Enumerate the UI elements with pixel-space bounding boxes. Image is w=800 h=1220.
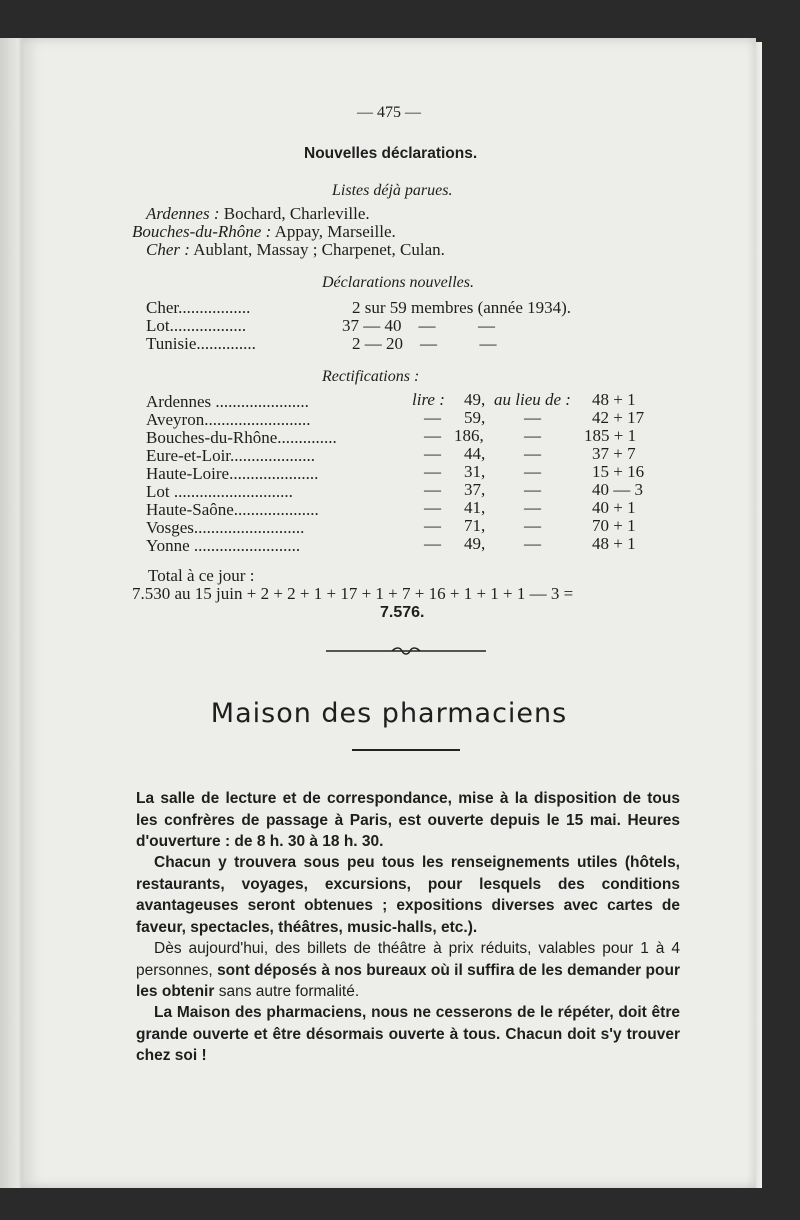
section-title-declarations: Nouvelles déclarations. <box>304 145 478 162</box>
rect-dept: Haute-Saône.................... <box>146 500 319 519</box>
rect-lire: — <box>424 426 441 445</box>
subtitle-rectifications: Rectifications : <box>322 368 420 385</box>
declaration-value: 37 — 40 — — <box>342 316 495 335</box>
rect-mid: — <box>524 462 541 481</box>
rect-old: 48 + 1 <box>592 534 636 553</box>
rect-dept: Bouches-du-Rhône.............. <box>146 428 337 447</box>
rect-mid: — <box>524 426 541 445</box>
section-title-maison: Maison des pharmaciens <box>210 698 568 729</box>
rect-lire: — <box>424 516 441 535</box>
rect-value: 41, <box>464 498 486 517</box>
rect-dept: Aveyron......................... <box>146 410 311 429</box>
rect-value: 37, <box>464 480 486 499</box>
rect-value: 71, <box>464 516 486 535</box>
declaration-label: Lot.................. <box>146 316 247 335</box>
declaration-value: 2 sur 59 membres (année 1934). <box>352 298 572 317</box>
billets-intro: Dès aujourd'hui, des billets de théâtre à prix réduits, valables pour 1 à 4 personnes, <box>136 940 680 979</box>
total-formula: 7.530 au 15 juin + 2 + 2 + 1 + 17 + 1 + 7 + 16 + 1 + 1 + 1 — 3 = <box>132 584 574 603</box>
rect-old: 15 + 16 <box>592 462 645 481</box>
rect-dept: Yonne ......................... <box>146 536 301 555</box>
rect-lire: lire : <box>412 390 445 409</box>
rect-lire: — <box>424 498 441 517</box>
rect-dept: Ardennes ...................... <box>146 392 309 411</box>
rect-dept: Lot ............................ <box>146 482 293 501</box>
liste-names: Aublant, Massay ; Charpenet, Culan. <box>193 240 445 259</box>
total-label: Total à ce jour : <box>148 566 255 585</box>
total-result: 7.576. <box>380 604 425 621</box>
declaration-value: 2 — 20 — — <box>352 334 497 353</box>
rect-value: 49, <box>464 534 486 553</box>
liste-names: Bochard, Charleville. <box>223 204 370 223</box>
rect-lire: — <box>424 462 441 481</box>
liste-line-ardennes <box>146 204 370 224</box>
rect-mid: — <box>524 498 541 517</box>
liste-names: Appay, Marseille. <box>274 222 396 241</box>
rect-dept: Vosges.......................... <box>146 518 305 537</box>
rect-lire: — <box>424 408 441 427</box>
rect-mid: — <box>524 408 541 427</box>
paragraph-billets-theatre <box>136 938 680 1003</box>
rect-mid: — <box>524 516 541 535</box>
rect-lire: — <box>424 534 441 553</box>
document-page <box>22 38 756 1188</box>
rect-old: 40 — 3 <box>592 480 643 499</box>
billets-emphasis: sont déposés à nos bureaux où il suffira de les demander pour les obtenir <box>136 961 680 1000</box>
rect-value: 186, <box>454 426 484 445</box>
subtitle-declarations: Déclarations nouvelles. <box>322 274 474 291</box>
rect-old: 70 + 1 <box>592 516 636 535</box>
rect-lire: — <box>424 444 441 463</box>
paragraph-renseignements: Chacun y trouvera sous peu tous les renseignements utiles (hôtels, restaurants, voyages, excursions, pour lesquels des conditions avantageuses seront obtenues ; expositions diverses avec cartes de faveur, spectacles, théâtres, music-halls, etc.). <box>136 854 680 936</box>
rect-old: 37 + 7 <box>592 444 636 463</box>
rect-mid: — <box>524 534 541 553</box>
declaration-label: Tunisie.............. <box>146 334 256 353</box>
rect-mid: au lieu de : <box>494 390 571 409</box>
ornament-divider <box>326 644 486 658</box>
rect-dept: Eure-et-Loir.................... <box>146 446 316 465</box>
billets-end: sans autre formalité. <box>218 983 360 1000</box>
rect-old: 42 + 17 <box>592 408 645 427</box>
rect-mid: — <box>524 480 541 499</box>
rect-old: 185 + 1 <box>584 426 637 445</box>
liste-dept: Ardennes : <box>146 204 220 223</box>
rect-dept: Haute-Loire..................... <box>146 464 319 483</box>
rect-value: 59, <box>464 408 486 427</box>
title-underline <box>352 749 460 751</box>
liste-dept: Bouches-du-Rhône : <box>132 222 272 241</box>
paragraph-maison-ouverte: La Maison des pharmaciens, nous ne cesserons de le répéter, doit être grande ouverte et être désormais ouverte à tous. Chacun doit s'y trouver chez soi ! <box>136 1004 680 1064</box>
rect-value: 49, <box>464 390 486 409</box>
subtitle-listes: Listes déjà parues. <box>332 182 453 199</box>
liste-line-bouches-du-rhone <box>132 222 396 242</box>
paragraph-salle-de-lecture: La salle de lecture et de correspondance, mise à la disposition de tous les confrères de passage à Paris, est ouverte depuis le 15 mai. Heures d'ouverture : de 8 h. 30 à 18 h. 30. <box>136 790 680 850</box>
page-number: — 475 — <box>357 104 421 121</box>
liste-line-cher <box>146 240 445 260</box>
rect-value: 44, <box>464 444 486 463</box>
rect-old: 40 + 1 <box>592 498 636 517</box>
declaration-label: Cher................. <box>146 298 251 317</box>
rect-value: 31, <box>464 462 486 481</box>
rect-old: 48 + 1 <box>592 390 636 409</box>
rect-lire: — <box>424 480 441 499</box>
liste-dept: Cher : <box>146 240 190 259</box>
rect-mid: — <box>524 444 541 463</box>
